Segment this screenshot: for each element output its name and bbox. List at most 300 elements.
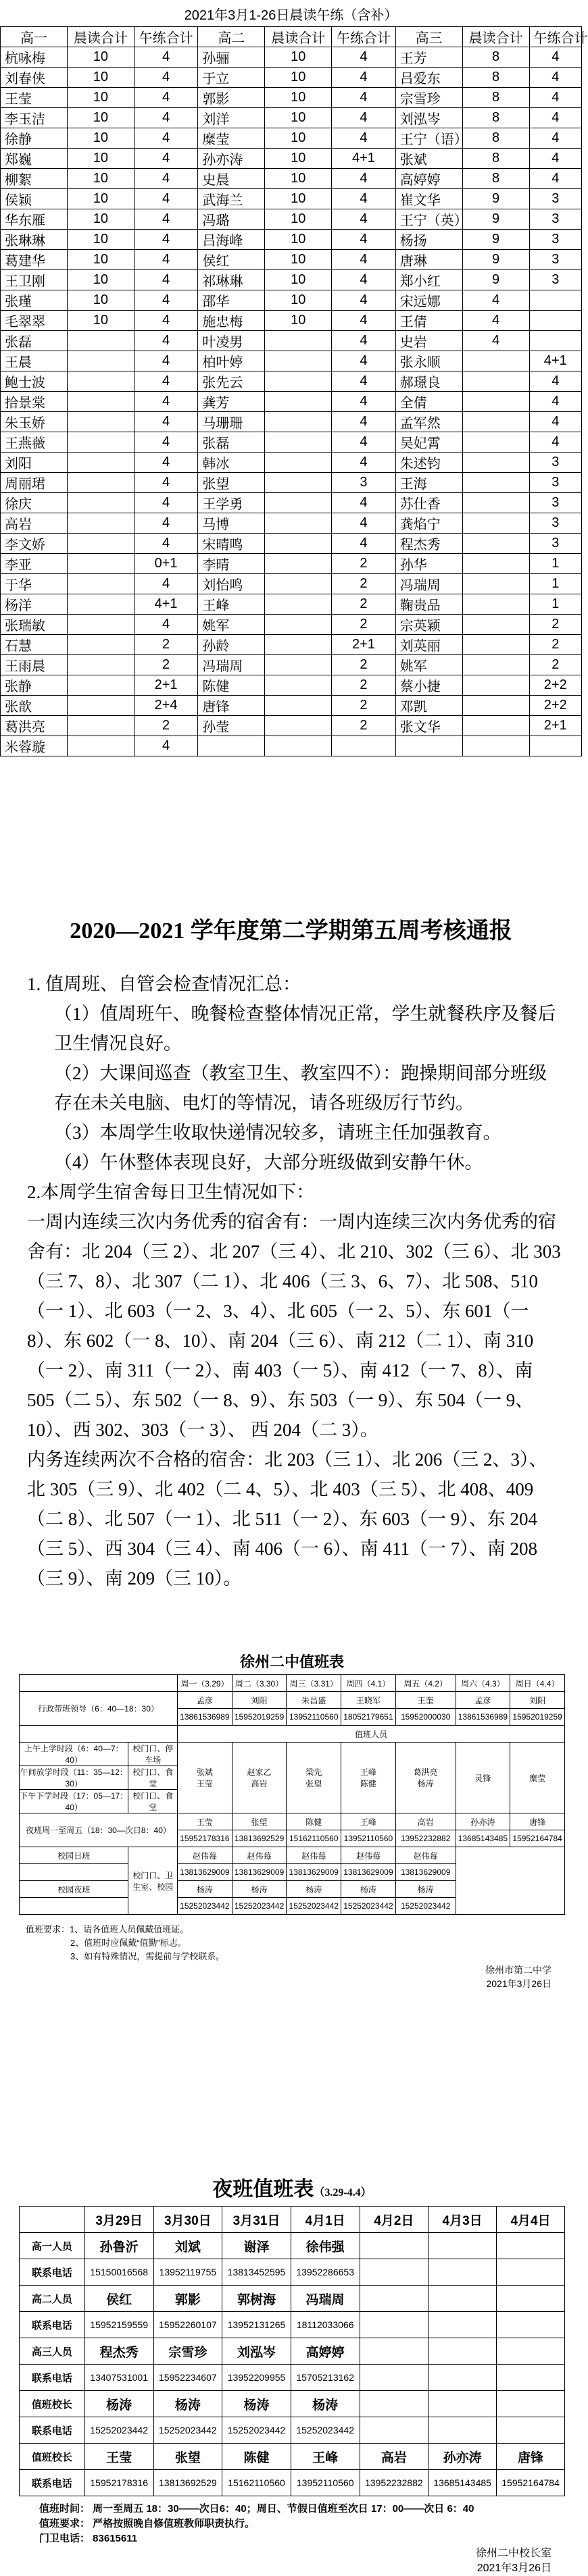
table-row bbox=[20, 2259, 565, 2286]
table-cell: 葛洪亮 bbox=[1, 716, 68, 736]
phone-cell: 15952234607 bbox=[153, 2365, 222, 2391]
table-cell bbox=[265, 696, 332, 716]
table-row bbox=[20, 2338, 565, 2365]
duty-schedule bbox=[19, 1648, 565, 1990]
night-footer bbox=[19, 2502, 565, 2546]
table-cell: 4 bbox=[332, 250, 396, 270]
row-label: 值班校长 bbox=[20, 2444, 85, 2470]
night-footer-phone: 门卫电话： 83615611 bbox=[39, 2533, 138, 2544]
table-row bbox=[1, 655, 582, 675]
leader-phone: 13952110560 bbox=[287, 1709, 341, 1726]
table-cell bbox=[462, 675, 529, 696]
table-cell bbox=[67, 696, 134, 716]
table-cell: 柏叶婷 bbox=[198, 351, 265, 371]
table-cell: 于立 bbox=[198, 68, 265, 88]
table-row bbox=[20, 1813, 565, 1830]
table-cell: 3 bbox=[529, 453, 581, 473]
table-cell: 4 bbox=[134, 68, 198, 88]
area-label: 校门口、停车场 bbox=[128, 1743, 178, 1766]
table-cell: 张先云 bbox=[198, 371, 265, 392]
name-cell bbox=[360, 2391, 428, 2417]
clean-label: 校园日班 bbox=[20, 1847, 128, 1864]
night-staff: 陈健 bbox=[287, 1813, 341, 1830]
table-cell: 4 bbox=[134, 574, 198, 594]
day-header: 周三（3.31） bbox=[287, 1675, 341, 1692]
table-cell bbox=[462, 371, 529, 392]
phone-cell: 13407531001 bbox=[84, 2365, 153, 2391]
table-cell: 10 bbox=[265, 47, 332, 68]
table-cell: 10 bbox=[67, 209, 134, 230]
name-cell bbox=[360, 2286, 428, 2312]
campus-night-label: 校园夜班 bbox=[20, 1881, 128, 1898]
row-label: 高一人员 bbox=[20, 2233, 85, 2259]
night-phone: 13813692529 bbox=[232, 1830, 287, 1847]
table-cell: 2+1 bbox=[332, 635, 396, 655]
table-cell: 4 bbox=[134, 493, 198, 513]
table-row bbox=[1, 351, 582, 371]
table-cell: 10 bbox=[67, 68, 134, 88]
night-title-text: 夜班值班表 bbox=[212, 2178, 314, 2200]
name-cell: 杨涛 bbox=[222, 2391, 291, 2417]
table-cell: 4 bbox=[134, 290, 198, 311]
table-cell bbox=[332, 736, 396, 756]
table-cell bbox=[265, 635, 332, 655]
table-cell: 张瑾 bbox=[1, 290, 68, 311]
day-header: 周六（4.3） bbox=[456, 1675, 510, 1692]
table-row bbox=[1, 574, 582, 594]
phone-cell: 13952286653 bbox=[291, 2259, 360, 2286]
table-cell: 刘泓岑 bbox=[395, 108, 462, 128]
table-cell: 石慧 bbox=[1, 635, 68, 655]
date-header: 4月4日 bbox=[497, 2207, 565, 2233]
table-row bbox=[1, 696, 582, 716]
table-row bbox=[20, 1692, 565, 1709]
table-cell: 4 bbox=[134, 311, 198, 331]
table-cell: 10 bbox=[67, 47, 134, 68]
name-cell bbox=[497, 2338, 565, 2365]
name-cell: 刘斌 bbox=[153, 2233, 222, 2259]
table-cell: 郝璟良 bbox=[395, 371, 462, 392]
table-cell bbox=[462, 716, 529, 736]
table-cell: 王雨晨 bbox=[1, 655, 68, 675]
clean-area: 校门口、卫生室、校园 bbox=[128, 1847, 178, 1915]
clean-phone: 13813629009 bbox=[341, 1864, 396, 1881]
table-row bbox=[1, 47, 582, 68]
phone-cell: 15952159559 bbox=[84, 2312, 153, 2338]
table-cell: 侯红 bbox=[198, 250, 265, 270]
table-cell: 4 bbox=[332, 108, 396, 128]
weekly-report bbox=[0, 912, 582, 1593]
table-row bbox=[1, 493, 582, 513]
name-cell bbox=[360, 2233, 428, 2259]
night-staff: 张望 bbox=[232, 1813, 287, 1830]
table-cell: 4 bbox=[462, 331, 529, 351]
table-cell bbox=[462, 473, 529, 493]
duty-staff: 王峰 陈健 bbox=[341, 1743, 396, 1813]
table-cell: 祁琳琳 bbox=[198, 270, 265, 290]
table-row bbox=[20, 1675, 565, 1692]
row-label: 高三人员 bbox=[20, 2338, 85, 2365]
table-cell: 张静 bbox=[1, 675, 68, 696]
duty-title: 徐州二中值班表 bbox=[239, 1653, 344, 1670]
leader-phone: 18052179651 bbox=[341, 1709, 396, 1726]
table-cell: 10 bbox=[265, 230, 332, 250]
table-cell: 10 bbox=[265, 311, 332, 331]
table-cell: 王宁（英） bbox=[395, 209, 462, 230]
table-cell: 4+1 bbox=[529, 351, 581, 371]
table-row bbox=[1, 615, 582, 635]
table-cell: 2+2 bbox=[529, 675, 581, 696]
table-cell bbox=[265, 351, 332, 371]
table-cell: 4 bbox=[134, 209, 198, 230]
table-cell: 孙骊 bbox=[198, 47, 265, 68]
blank-cell bbox=[20, 1726, 178, 1743]
night-staff: 王莹 bbox=[178, 1813, 232, 1830]
table-cell bbox=[67, 513, 134, 534]
table-row bbox=[1, 209, 582, 230]
column-header: 晨读合计 bbox=[67, 27, 134, 47]
name-cell: 徐伟强 bbox=[291, 2233, 360, 2259]
table-cell: 郑小红 bbox=[395, 270, 462, 290]
table-cell: 宋晴鸣 bbox=[198, 534, 265, 554]
table-cell: 10 bbox=[67, 230, 134, 250]
table-cell: 冯璐 bbox=[198, 209, 265, 230]
name-cell bbox=[428, 2233, 497, 2259]
table-cell: 2 bbox=[332, 574, 396, 594]
table-cell: 刘英丽 bbox=[395, 635, 462, 655]
name-cell bbox=[497, 2286, 565, 2312]
table-cell: 4 bbox=[462, 290, 529, 311]
date-header bbox=[20, 2207, 85, 2233]
column-header: 高三 bbox=[395, 27, 462, 47]
table-cell: 高婷婷 bbox=[395, 169, 462, 189]
table-cell: 孙龄 bbox=[198, 635, 265, 655]
table-row bbox=[1, 290, 582, 311]
table-cell bbox=[67, 574, 134, 594]
table-cell bbox=[67, 331, 134, 351]
table-cell: 4 bbox=[529, 169, 581, 189]
clean-staff: 赵伟莓 bbox=[232, 1847, 287, 1864]
name-cell: 孙亦涛 bbox=[428, 2444, 497, 2470]
table-cell bbox=[67, 615, 134, 635]
table-cell: 4 bbox=[134, 169, 198, 189]
night-phone: 15952164784 bbox=[510, 1830, 565, 1847]
table-cell: 张望 bbox=[198, 473, 265, 493]
report-item-2: （2）大课间巡查（教室卫生、教室四不）：跑操期间部分班级存在未关电脑、电灯的等情况，请各班级厉行节约。 bbox=[54, 1063, 547, 1113]
column-header: 高一 bbox=[1, 27, 68, 47]
column-header: 午练合计 bbox=[529, 27, 581, 47]
table-cell bbox=[462, 655, 529, 675]
blank-cell bbox=[20, 1675, 178, 1692]
phone-cell: 13813452595 bbox=[222, 2259, 291, 2286]
date-header: 4月1日 bbox=[291, 2207, 360, 2233]
table-cell bbox=[198, 736, 265, 756]
table-cell: 3 bbox=[529, 189, 581, 209]
table-cell: 李文娇 bbox=[1, 534, 68, 554]
table-row bbox=[1, 453, 582, 473]
report-item-1: （1）值周班午、晚餐检查整体情况正常，学生就餐秩序及餐后卫生情况良好。 bbox=[54, 1004, 556, 1054]
table-cell: 3 bbox=[529, 473, 581, 493]
row-label: 高二人员 bbox=[20, 2286, 85, 2312]
table-cell: 陈健 bbox=[198, 675, 265, 696]
table-cell: 龚焰宁 bbox=[395, 513, 462, 534]
name-cell: 宗雪珍 bbox=[153, 2338, 222, 2365]
table-cell: 4 bbox=[332, 513, 396, 534]
table-cell: 4 bbox=[134, 351, 198, 371]
table-cell: 刘怡鸣 bbox=[198, 574, 265, 594]
table-cell: 10 bbox=[265, 169, 332, 189]
leader-name: 孟彦 bbox=[178, 1692, 232, 1709]
table-cell: 王晨 bbox=[1, 351, 68, 371]
phone-cell bbox=[497, 2417, 565, 2444]
table-cell: 3 bbox=[529, 250, 581, 270]
table-cell: 10 bbox=[67, 270, 134, 290]
table-cell: 10 bbox=[265, 108, 332, 128]
table-cell: 10 bbox=[67, 311, 134, 331]
phone-cell: 18112033066 bbox=[291, 2312, 360, 2338]
table-cell: 宋远娜 bbox=[395, 290, 462, 311]
table-cell: 9 bbox=[462, 230, 529, 250]
table-cell: 4 bbox=[332, 290, 396, 311]
date-header: 4月2日 bbox=[360, 2207, 428, 2233]
table-row bbox=[1, 169, 582, 189]
duty-sign-org: 徐州市第二中学 bbox=[485, 1965, 552, 1976]
table-cell bbox=[462, 513, 529, 534]
table-cell: 4 bbox=[134, 270, 198, 290]
table-cell: 华东雁 bbox=[1, 209, 68, 230]
phone-cell bbox=[360, 2365, 428, 2391]
table-cell bbox=[67, 473, 134, 493]
table-cell: 1 bbox=[529, 554, 581, 574]
table-row bbox=[20, 2391, 565, 2417]
duty-note: 2、值班时应佩戴“值勤”标志。 bbox=[70, 1938, 187, 1948]
campus-night-staff: 杨涛 bbox=[341, 1881, 396, 1898]
table-cell: 2 bbox=[134, 655, 198, 675]
table-cell: 朱玉娇 bbox=[1, 412, 68, 432]
table-cell: 4 bbox=[529, 88, 581, 108]
table-cell: 2 bbox=[332, 554, 396, 574]
table-cell: 唐琳 bbox=[395, 250, 462, 270]
table-cell: 4 bbox=[332, 453, 396, 473]
table-cell: 10 bbox=[265, 149, 332, 169]
phone-cell bbox=[497, 2259, 565, 2286]
table-cell: 杭咏梅 bbox=[1, 47, 68, 68]
table-cell: 4 bbox=[332, 392, 396, 412]
table-cell: 柳絮 bbox=[1, 169, 68, 189]
table-cell: 4 bbox=[134, 250, 198, 270]
table-cell: 4 bbox=[134, 149, 198, 169]
table-cell: 张磊 bbox=[198, 432, 265, 453]
table-cell: 孙华 bbox=[395, 554, 462, 574]
table-row bbox=[20, 1743, 565, 1766]
table-row bbox=[1, 675, 582, 696]
clean-phone: 13813629009 bbox=[232, 1864, 287, 1881]
table-cell: 崔文华 bbox=[395, 189, 462, 209]
phone-cell bbox=[360, 2259, 428, 2286]
duty-notes bbox=[19, 1923, 565, 1963]
header-row bbox=[20, 2207, 565, 2233]
table-cell bbox=[462, 594, 529, 615]
table-cell: 程杰秀 bbox=[395, 534, 462, 554]
table-row bbox=[1, 534, 582, 554]
duty-staff: 赵家乙 高岩 bbox=[232, 1743, 287, 1813]
phone-cell: 13952209955 bbox=[222, 2365, 291, 2391]
table-cell: 王芳 bbox=[395, 47, 462, 68]
campus-night-phone: 15252023442 bbox=[287, 1898, 341, 1915]
phone-cell: 15252023442 bbox=[84, 2417, 153, 2444]
table-cell bbox=[67, 554, 134, 574]
night-staff: 唐锋 bbox=[510, 1813, 565, 1830]
table-cell: 2 bbox=[332, 675, 396, 696]
night-phone: 13685143485 bbox=[456, 1830, 510, 1847]
table-cell: 4 bbox=[529, 108, 581, 128]
table-row bbox=[1, 149, 582, 169]
table-cell: 2+1 bbox=[529, 716, 581, 736]
night-footer-req: 值班要求： 严格按照晚自修值班教师职责执行。 bbox=[39, 2518, 255, 2529]
table-cell bbox=[67, 635, 134, 655]
blank-cell bbox=[20, 1898, 128, 1915]
leader-name: 王奎 bbox=[395, 1692, 456, 1709]
table-cell: 4 bbox=[332, 128, 396, 149]
table-cell bbox=[67, 736, 134, 756]
clean-phone: 13813629009 bbox=[287, 1864, 341, 1881]
duty-staff: 糜莹 bbox=[510, 1743, 565, 1813]
phone-cell: 13685143485 bbox=[428, 2470, 497, 2496]
table-cell: 2+2 bbox=[529, 696, 581, 716]
table-cell: 张歆 bbox=[1, 696, 68, 716]
table-cell: 4 bbox=[332, 230, 396, 250]
name-cell: 冯瑞周 bbox=[291, 2286, 360, 2312]
report-dorm-excellent: 一周内连续三次内务优秀的宿舍有：一周内连续三次内务优秀的宿舍有：北 204（三 2）、北 207（三 4）、北 210、302（三 6）、北 303（三 7、8）、北 307（二 1）、北 406（三 3、6、7）、北 508、510（一 1）、北 603（一 2、3、4）、北 605（一 2、5）、东 601（一 8）、东 602（一 8、10）、南 204（三 6）、南 212（二 1）、南 310（一 2）、南 311（一 2）、南 403（一 5）、南 412（一 7、8）、南 505（二 5）、东 502（一 8、9）、东 503（一 9）、东 504（一 9、10）、西 302、303（一 3）、 西 204（二 3）。 bbox=[27, 1212, 561, 1440]
table-cell: 李玉洁 bbox=[1, 108, 68, 128]
table-cell: 8 bbox=[462, 128, 529, 149]
phone-cell: 15150016568 bbox=[84, 2259, 153, 2286]
time-label: 午间放学时段（11：35—12：30） bbox=[20, 1766, 128, 1790]
table-cell: 于华 bbox=[1, 574, 68, 594]
table-cell: 徐庆 bbox=[1, 493, 68, 513]
table-cell: 2 bbox=[332, 655, 396, 675]
table-cell: 韩冰 bbox=[198, 453, 265, 473]
table-row bbox=[20, 1726, 565, 1743]
name-cell: 程杰秀 bbox=[84, 2338, 153, 2365]
phone-cell: 13952119755 bbox=[153, 2259, 222, 2286]
table-cell: 苏仕香 bbox=[395, 493, 462, 513]
table-cell: 张琳琳 bbox=[1, 230, 68, 250]
night-phone: 15162110560 bbox=[287, 1830, 341, 1847]
campus-night-phone: 15252023442 bbox=[232, 1898, 287, 1915]
night-staff: 孙亦涛 bbox=[456, 1813, 510, 1830]
table-cell: 10 bbox=[265, 189, 332, 209]
table-row bbox=[1, 513, 582, 534]
table-cell: 鞠贵品 bbox=[395, 594, 462, 615]
table-cell: 郭影 bbox=[198, 88, 265, 108]
table-cell: 史晨 bbox=[198, 169, 265, 189]
table-cell: 鲍士波 bbox=[1, 371, 68, 392]
table-cell: 高岩 bbox=[1, 513, 68, 534]
table-cell: 张永顺 bbox=[395, 351, 462, 371]
phone-cell bbox=[428, 2365, 497, 2391]
report-item-4: （4）午休整体表现良好，大部分班级做到安静午休。 bbox=[54, 1152, 483, 1173]
table-cell: 2 bbox=[529, 615, 581, 635]
table-cell: 毛翠翠 bbox=[1, 311, 68, 331]
table-cell: 米蓉璇 bbox=[1, 736, 68, 756]
campus-night-phone: 15252023442 bbox=[341, 1898, 396, 1915]
table-row bbox=[1, 412, 582, 432]
table-row bbox=[20, 2312, 565, 2338]
table-cell: 10 bbox=[265, 209, 332, 230]
table-cell: 4 bbox=[134, 534, 198, 554]
table-cell: 4 bbox=[332, 351, 396, 371]
report-section-1: 1. 值周班、自管会检查情况汇总： bbox=[27, 974, 301, 994]
table-cell: 王海 bbox=[395, 473, 462, 493]
table-cell bbox=[265, 513, 332, 534]
area-label: 校门口、食堂 bbox=[128, 1790, 178, 1813]
table-cell: 4 bbox=[462, 311, 529, 331]
campus-night-staff: 杨涛 bbox=[395, 1881, 456, 1898]
table-cell bbox=[67, 655, 134, 675]
name-cell: 孙鲁沂 bbox=[84, 2233, 153, 2259]
duty-staff: 葛洪亮 杨涛 bbox=[395, 1743, 456, 1813]
table-cell: 施忠梅 bbox=[198, 311, 265, 331]
table-cell: 4 bbox=[332, 47, 396, 68]
table-cell: 4 bbox=[134, 473, 198, 493]
table-cell: 8 bbox=[462, 149, 529, 169]
table-cell: 4 bbox=[332, 169, 396, 189]
column-header: 高二 bbox=[198, 27, 265, 47]
table-row bbox=[20, 2286, 565, 2312]
table-cell bbox=[462, 574, 529, 594]
night-phone: 13952232882 bbox=[395, 1830, 456, 1847]
table-cell: 4 bbox=[332, 270, 396, 290]
leader-phone: 13861536989 bbox=[456, 1709, 510, 1726]
phone-cell: 15705213162 bbox=[291, 2365, 360, 2391]
table-row bbox=[1, 392, 582, 412]
table-cell: 2 bbox=[332, 716, 396, 736]
table-cell: 宗英颖 bbox=[395, 615, 462, 635]
night-schedule bbox=[19, 2168, 565, 2576]
table-cell bbox=[67, 594, 134, 615]
table-cell bbox=[395, 736, 462, 756]
table-cell: 8 bbox=[462, 108, 529, 128]
duty-staff: 张斌 王莹 bbox=[178, 1743, 232, 1813]
table-cell: 吕爱东 bbox=[395, 68, 462, 88]
phone-cell bbox=[497, 2312, 565, 2338]
row-label: 联系电话 bbox=[20, 2365, 85, 2391]
table-cell: 4 bbox=[332, 88, 396, 108]
table-cell: 邓凯 bbox=[395, 696, 462, 716]
table-cell: 4 bbox=[134, 230, 198, 250]
table-cell: 杨扬 bbox=[395, 230, 462, 250]
table-cell: 10 bbox=[67, 290, 134, 311]
table-cell bbox=[67, 351, 134, 371]
clean-staff: 赵伟莓 bbox=[341, 1847, 396, 1864]
table-cell: 蔡小捷 bbox=[395, 675, 462, 696]
table-cell: 王学勇 bbox=[198, 493, 265, 513]
table-cell: 2 bbox=[529, 655, 581, 675]
phone-cell bbox=[428, 2312, 497, 2338]
table-cell bbox=[265, 675, 332, 696]
table-cell: 2+1 bbox=[134, 675, 198, 696]
table-cell bbox=[67, 371, 134, 392]
table-cell bbox=[265, 736, 332, 756]
day-header: 周二（3.30） bbox=[232, 1675, 287, 1692]
date-header: 4月3日 bbox=[428, 2207, 497, 2233]
table-cell: 唐锋 bbox=[198, 696, 265, 716]
table-row bbox=[1, 473, 582, 493]
table-cell bbox=[529, 736, 581, 756]
clean-staff: 赵伟莓 bbox=[178, 1847, 232, 1864]
phone-cell: 15252023442 bbox=[153, 2417, 222, 2444]
